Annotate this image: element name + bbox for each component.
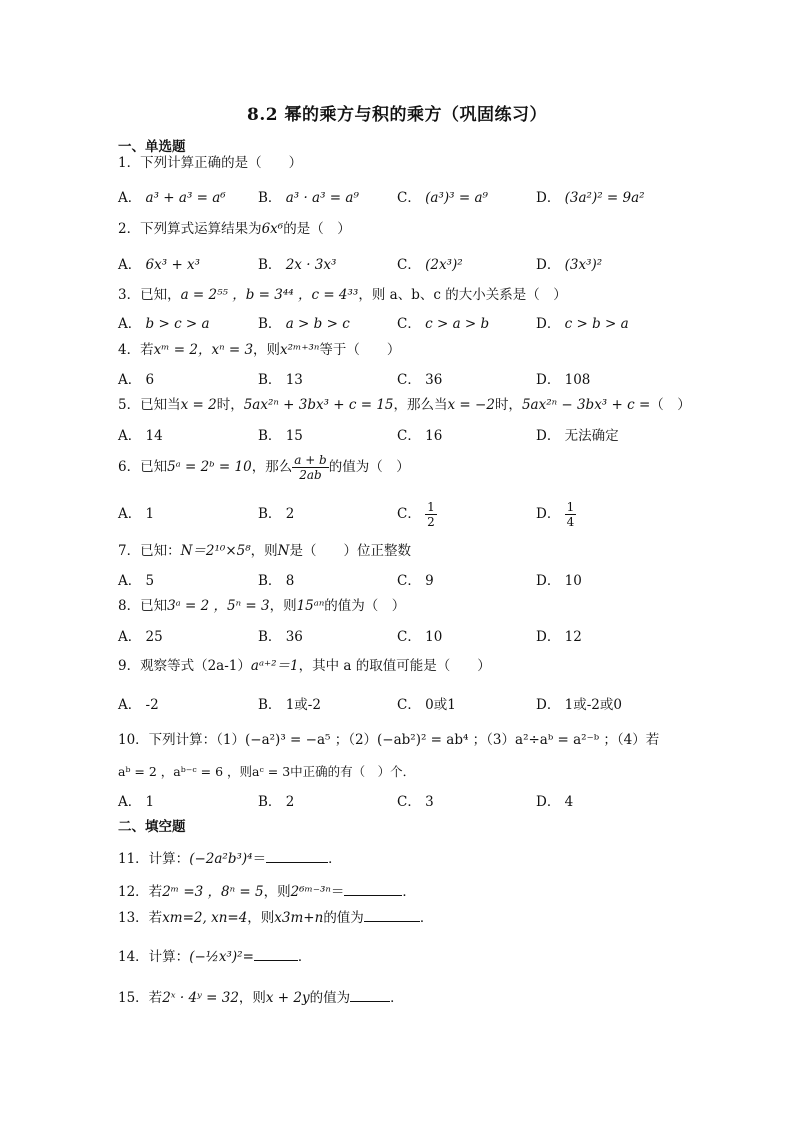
question-10-options — [118, 790, 678, 810]
option-d[interactable]: D． 12 — [536, 629, 582, 645]
option-c[interactable]: C． 36 — [397, 372, 443, 388]
option-d[interactable]: D． 无法确定 — [536, 428, 619, 444]
option-b[interactable]: B． 1或-2 — [258, 697, 321, 713]
answer-blank[interactable] — [344, 883, 402, 896]
question-3-stem: 3．已知，a = 2⁵⁵ ，b = 3⁴⁴ ，c = 4³³，则 a、b、c 的大小关系是（ ） — [118, 287, 567, 303]
question-14: 14．计算：(−½x³)²= ． — [118, 949, 312, 965]
option-b[interactable]: B． a > b > c — [258, 316, 350, 332]
question-15: 15．若2ˣ · 4ʸ = 32，则x + 2y的值为 ． — [118, 990, 404, 1006]
answer-blank[interactable] — [266, 850, 328, 863]
option-b[interactable]: B． 2 — [258, 794, 295, 810]
question-3-options — [118, 312, 678, 332]
question-6-options — [118, 498, 678, 530]
option-a[interactable]: A． 6 — [118, 372, 155, 388]
question-4-stem: 4．若xᵐ = 2，xⁿ = 3，则x²ᵐ⁺³ⁿ等于（ ） — [118, 342, 401, 358]
fraction: $\frac{1}{2}$ — [427, 500, 435, 529]
page-title: 8.2 幂的乘方与积的乘方（巩固练习） — [247, 105, 547, 125]
option-d[interactable]: D． 10 — [536, 573, 582, 589]
option-d[interactable]: D． 1或-2或0 — [536, 697, 622, 713]
option-d[interactable]: D． 4 — [536, 794, 574, 810]
option-c[interactable]: C． 0或1 — [397, 697, 456, 713]
option-b[interactable]: B． a³ · a³ = a⁹ — [258, 190, 359, 206]
question-2-options — [118, 253, 678, 273]
option-a[interactable]: A． 5 — [118, 573, 155, 589]
option-c[interactable]: C． (a³)³ = a⁹ — [397, 190, 488, 206]
option-a[interactable]: A． b > c > a — [118, 316, 210, 332]
question-1-options — [118, 186, 678, 206]
option-c[interactable]: C． c > a > b — [397, 316, 490, 332]
option-c[interactable]: C． 10 — [397, 629, 443, 645]
option-a[interactable]: A． 14 — [118, 428, 163, 444]
option-d[interactable]: D． c > b > a — [536, 316, 629, 332]
option-c[interactable]: C． $\frac{1}{2}$ — [397, 500, 435, 529]
section-heading-single-choice: 一、单选题 — [118, 139, 186, 155]
question-12: 12．若2ᵐ =3 ，8ⁿ = 5，则2⁶ᵐ⁻³ⁿ＝ ． — [118, 884, 416, 900]
option-b[interactable]: B． 15 — [258, 428, 303, 444]
question-11: 11．计算：(−2a²b³)⁴＝ ． — [118, 851, 342, 867]
question-13: 13．若xm=2, xn=4，则x3m+n的值为 ． — [118, 910, 434, 926]
question-9-options — [118, 693, 678, 713]
answer-blank[interactable] — [254, 948, 298, 961]
question-6-stem: 6．已知5ᵃ = 2ᵇ = 10，那么 $\frac{a + b}{2ab}$ 的值为（ ） — [118, 453, 410, 482]
option-c[interactable]: C． 9 — [397, 573, 434, 589]
question-8-stem: 8．已知3ᵃ = 2 ，5ⁿ = 3，则15ᵃⁿ的值为（ ） — [118, 598, 406, 614]
option-b[interactable]: B． 13 — [258, 372, 303, 388]
option-d[interactable]: D． (3a²)² = 9a² — [536, 190, 645, 206]
question-2-stem: 2．下列算式运算结果为6x⁶的是（ ） — [118, 221, 351, 237]
option-b[interactable]: B． 2 — [258, 506, 295, 522]
answer-blank[interactable] — [364, 909, 420, 922]
question-7-options — [118, 569, 678, 589]
option-c[interactable]: C． (2x³)² — [397, 257, 463, 273]
question-7-stem: 7．已知：N＝2¹⁰×5⁸，则N是（ ）位正整数 — [118, 543, 411, 559]
option-a[interactable]: A． 25 — [118, 629, 163, 645]
question-5-stem: 5．已知当x = 2时，5ax²ⁿ + 3bx³ + c = 15，那么当x = −2时，5ax²ⁿ − 3bx³ + c =（ ） — [118, 397, 691, 413]
option-b[interactable]: B． 2x · 3x³ — [258, 257, 337, 273]
option-c[interactable]: C． 3 — [397, 794, 434, 810]
section-heading-fill-in: 二、填空题 — [118, 819, 186, 835]
answer-blank[interactable] — [350, 989, 390, 1002]
fraction: $\frac{1}{4}$ — [566, 500, 575, 529]
fraction: $\frac{a + b}{2ab}$ — [294, 453, 327, 482]
option-a[interactable]: A． 1 — [118, 506, 155, 522]
option-d[interactable]: D． (3x³)² — [536, 257, 603, 273]
question-4-options — [118, 368, 678, 388]
question-8-options — [118, 625, 678, 645]
question-9-stem: 9．观察等式（2a-1）aᵃ⁺²＝1，其中 a 的取值可能是（ ） — [118, 658, 491, 674]
option-a[interactable]: A． a³ + a³ = a⁶ — [118, 190, 226, 206]
question-10-stem-line-2: aᵇ = 2 ，aᵇ⁻ᶜ = 6 ，则aᶜ = 3中正确的有（ ）个． — [118, 764, 416, 779]
option-a[interactable]: A． 1 — [118, 794, 155, 810]
question-10-stem-line-1: 10．下列计算：（1）(−a²)³ = −a⁵ ；（2）(−ab²)² = ab⁴ ；（3）a²÷aᵇ = a²⁻ᵇ ；（4）若 — [118, 732, 660, 748]
option-c[interactable]: C． 16 — [397, 428, 443, 444]
option-d[interactable]: D． $\frac{1}{4}$ — [536, 500, 575, 529]
option-b[interactable]: B． 8 — [258, 573, 295, 589]
option-a[interactable]: A． -2 — [118, 697, 159, 713]
question-1-stem: 1．下列计算正确的是（ ） — [118, 155, 303, 171]
option-a[interactable]: A． 6x³ + x³ — [118, 257, 201, 273]
option-b[interactable]: B． 36 — [258, 629, 303, 645]
question-5-options — [118, 424, 678, 444]
option-d[interactable]: D． 108 — [536, 372, 591, 388]
